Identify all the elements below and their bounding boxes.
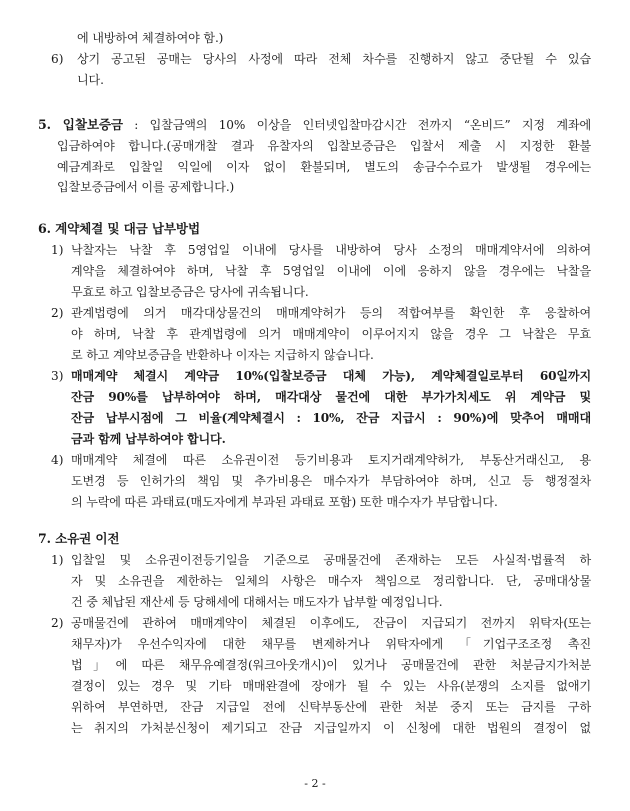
section-7-item-1-line: 입찰일 및 소유권이전등기일을 기준으로 공매물건에 존재하는 모든 사실적·법률적 하 xyxy=(71,553,591,567)
section-5-line-1 xyxy=(38,117,591,133)
section-6-item-1-line: 낙찰자는 낙찰 후 5영업일 이내에 당사를 내방하여 당사 소정의 매매계약서에 의하여 xyxy=(71,243,591,257)
section-5-line: 입금하여야 합니다.(공매개찰 결과 유찰자의 입찰보증금은 입찰서 제출 시 지정한 환불 xyxy=(57,139,591,153)
section-7-item-2-line: 는 취지의 가처분신청이 제기되고 잔금 지급일까지 이 신청에 대한 법원의 결정이 없 xyxy=(71,721,591,735)
section-7-item-2-line: 법」에 따른 채무유예결정(워크아웃개시)이 있거나 공매물건에 관한 처분금지가처분 xyxy=(71,658,591,672)
section-6-item-4-line: 매매계약 체결에 따른 소유권이전 등기비용과 토지거래계약허가, 부동산거래신고, 용 xyxy=(71,453,591,467)
item-number: 2) xyxy=(51,306,64,320)
section-5-text: : 입찰금액의 10% 이상을 인터넷입찰마감시간 전까지 “온비드” 지정 계좌에 xyxy=(122,118,591,132)
item-6-line: 니다. xyxy=(77,73,104,87)
section-6-item-4-line: 의 누락에 따른 과태료(매도자에게 부과된 과태료 포함) 또한 매수자가 부담합니다. xyxy=(71,495,498,509)
section-7-item-1-line: 건 중 체납된 재산세 등 당해세에 대해서는 매도자가 납부할 예정입니다. xyxy=(71,595,443,609)
section-5-line: 입찰보증금에서 이를 공제합니다.) xyxy=(57,180,235,194)
section-5-title: 5. 입찰보증금 xyxy=(38,117,123,132)
section-6-item-2-line: 관계법령에 의거 매각대상물건의 매매계약허가 등의 적합여부를 확인한 후 응찰하여 xyxy=(71,306,591,320)
page-number: - 2 - xyxy=(304,777,326,790)
carryover-line: 에 내방하여 체결하여야 함.) xyxy=(77,31,224,45)
section-6-item-4-line: 도변경 등 인허가의 책임 및 추가비용은 매수자가 부담하여야 하며, 신고 등 행정절차 xyxy=(71,474,591,488)
item-number: 6) xyxy=(51,52,64,66)
section-6-item-3-line: 금과 함께 납부하여야 합니다. xyxy=(71,432,226,446)
section-6-item-1-line: 무효로 하고 입찰보증금은 당사에 귀속됩니다. xyxy=(71,285,309,299)
section-7-item-2-line: 공매물건에 관하여 매매계약이 체결된 이후에도, 잔금이 지급되기 전까지 위탁자(또는 xyxy=(71,616,591,630)
item-number: 1) xyxy=(51,243,64,257)
section-6-title: 6. 계약체결 및 대금 납부방법 xyxy=(38,221,200,236)
section-6-item-3-line: 잔금 납부시점에 그 비율(계약체결시 : 10%, 잔금 지급시 : 90%)에 맞추어 매매대 xyxy=(71,411,591,425)
section-6-item-3-line: 잔금 90%를 납부하여야 하며, 매각대상 물건에 대한 부가가치세도 위 계약금 및 xyxy=(71,390,591,404)
section-6-item-2-line: 야 하며, 낙찰 후 관계법령에 의거 매매계약이 이루어지지 않을 경우 그 낙찰은 무효 xyxy=(71,327,591,341)
section-6-item-1-line: 계약을 체결하여야 하며, 낙찰 후 5영업일 이내에 이에 응하지 않을 경우에는 낙찰을 xyxy=(71,264,591,278)
item-number: 1) xyxy=(51,553,64,567)
item-number: 4) xyxy=(51,453,64,467)
section-5-line: 예금계좌로 입찰일 익일에 이자 없이 환불되며, 별도의 송금수수료가 발생될 경우에는 xyxy=(57,160,591,174)
section-7-item-2-line: 채무자)가 우선수익자에 대한 채무를 변제하거나 위탁자에게 「기업구조조정 촉진 xyxy=(71,637,591,651)
item-number: 3) xyxy=(51,369,64,383)
section-6-item-2-line: 로 하고 계약보증금을 반환하나 이자는 지급하지 않습니다. xyxy=(71,348,374,362)
item-6-line: 상기 공고된 공매는 당사의 사정에 따라 전체 차수를 진행하지 않고 중단될 수 있습 xyxy=(77,52,591,66)
section-7-title: 7. 소유권 이전 xyxy=(38,531,120,546)
item-number: 2) xyxy=(51,616,64,630)
section-6-item-3-line: 매매계약 체결시 계약금 10%(입찰보증금 대체 가능), 계약체결일로부터 60일까지 xyxy=(71,369,591,383)
section-7-item-1-line: 자 및 소유권을 제한하는 일체의 사항은 매수자 책임으로 정리합니다. 단, 공매대상물 xyxy=(71,574,591,588)
section-7-item-2-line: 결정이 있는 경우 및 기타 매매완결에 장애가 될 수 있는 사유(분쟁의 소지를 없애기 xyxy=(71,679,591,693)
section-7-item-2-line: 위하여 부연하면, 잔금 지급일 전에 신탁부동산에 관한 처분 중지 또는 금지를 구하 xyxy=(71,700,591,714)
